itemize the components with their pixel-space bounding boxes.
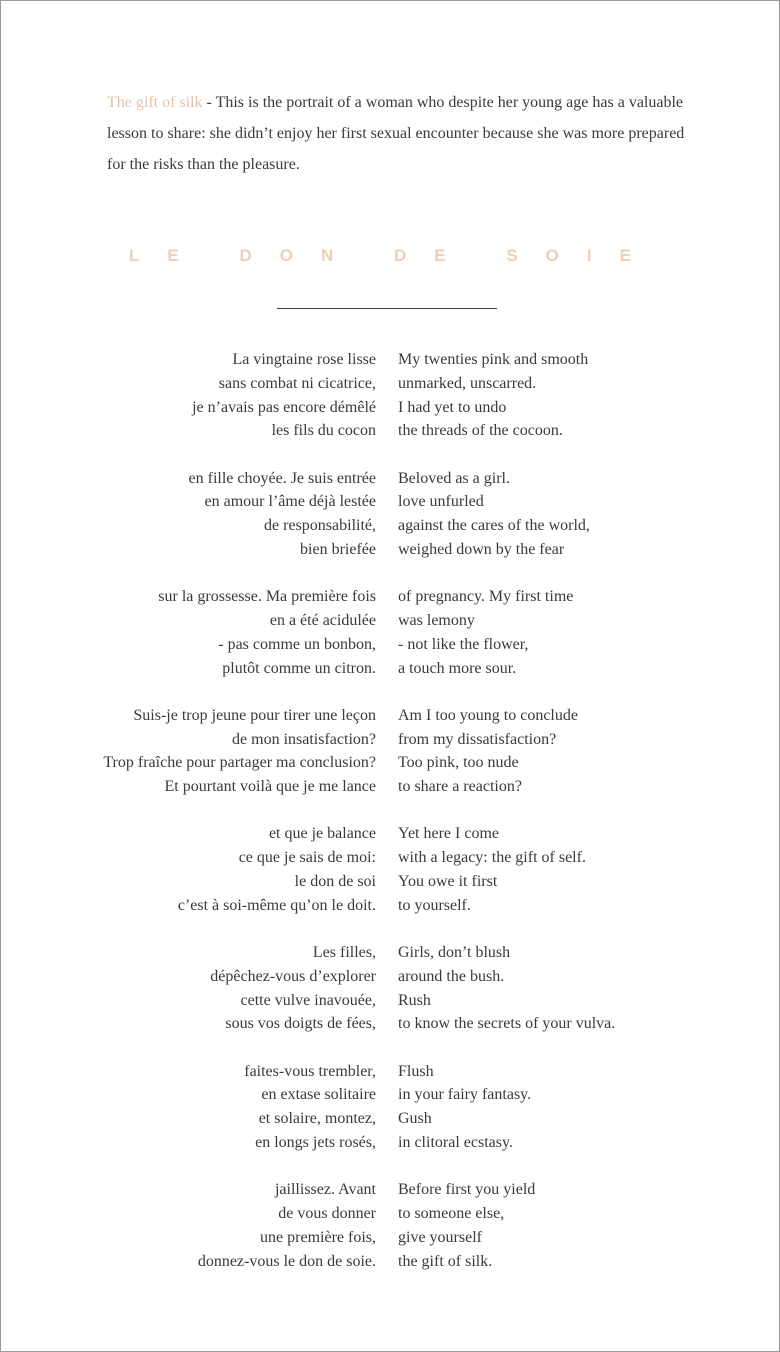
stanza-8	[1, 1178, 779, 1273]
french-line: sans combat ni cicatrice,	[218, 374, 376, 392]
english-line: around the bush.	[398, 967, 505, 985]
english-line: unmarked, unscarred.	[398, 374, 537, 392]
intro-title: The gift of silk	[107, 94, 203, 111]
french-line: donnez-vous le don de soie.	[197, 1252, 376, 1270]
english-line: Rush	[398, 991, 431, 1009]
french-line: c’est à soi-même qu’on le doit.	[177, 896, 376, 914]
poem-title: LE DON DE SOIE	[129, 246, 659, 265]
intro-text: - This is the portrait of a woman who despite her young age has a valuable lesson to share: she didn’t enjoy her first sexual encounter because she was more prepared for the risks than the pleasure.	[107, 94, 685, 173]
french-line: - pas comme un bonbon,	[218, 635, 376, 653]
french-column	[1, 822, 376, 917]
french-line: de vous donner	[278, 1204, 376, 1222]
french-line: Et pourtant voilà que je me lance	[164, 778, 376, 796]
english-line: against the cares of the world,	[398, 517, 590, 535]
stanza-1	[1, 348, 779, 443]
stanza-5	[1, 822, 779, 917]
french-column	[1, 1178, 376, 1273]
english-line: My twenties pink and smooth	[398, 351, 589, 368]
french-line: sur la grossesse. Ma première fois	[158, 588, 376, 606]
english-column	[398, 585, 573, 680]
english-line: Flush	[398, 1062, 434, 1080]
english-column	[398, 941, 615, 1036]
english-line: I had yet to undo	[398, 398, 507, 416]
french-line: en amour l’âme déjà lestée	[204, 493, 376, 511]
english-line: to know the secrets of your vulva.	[398, 1015, 616, 1033]
french-line: Trop fraîche pour partager ma conclusion?	[103, 754, 376, 772]
french-line: La vingtaine rose lisse	[232, 351, 376, 368]
stanza-2	[1, 467, 779, 562]
french-line: bien briefée	[300, 540, 376, 558]
english-line: from my dissatisfaction?	[398, 730, 557, 748]
french-line: et que je balance	[268, 825, 376, 843]
english-line: a touch more sour.	[398, 659, 517, 677]
english-column	[398, 467, 590, 562]
french-line: en longs jets rosés,	[255, 1133, 376, 1151]
french-line: sous vos doigts de fées,	[225, 1015, 376, 1033]
english-line: You owe it first	[398, 872, 498, 890]
french-line: de responsabilité,	[264, 517, 376, 535]
english-line: weighed down by the fear	[398, 540, 565, 558]
french-line: dépêchez-vous d’explorer	[210, 967, 376, 985]
english-column	[398, 1060, 531, 1155]
french-column	[1, 941, 376, 1036]
english-column	[398, 1178, 535, 1273]
french-column	[1, 348, 376, 443]
french-column	[1, 704, 376, 799]
title-divider	[277, 308, 497, 309]
english-line: Before first you yield	[398, 1181, 536, 1199]
french-line: en a été acidulée	[269, 611, 376, 629]
english-column	[398, 704, 578, 799]
english-line: love unfurled	[398, 493, 484, 511]
english-column	[398, 348, 588, 443]
french-column	[1, 585, 376, 680]
english-line: was lemony	[398, 611, 475, 629]
french-line: plutôt comme un citron.	[222, 659, 376, 677]
french-column	[1, 467, 376, 562]
french-line: les fils du cocon	[271, 422, 376, 440]
french-line: faites-vous trembler,	[244, 1062, 376, 1080]
english-line: to someone else,	[398, 1204, 505, 1222]
english-line: Beloved as a girl.	[398, 469, 510, 487]
english-line: with a legacy: the gift of self.	[398, 849, 586, 867]
stanza-6	[1, 941, 779, 1036]
french-line: une première fois,	[260, 1228, 376, 1246]
french-line: Les filles,	[312, 943, 376, 961]
english-line: the threads of the cocoon.	[398, 422, 563, 440]
french-line: en fille choyée. Je suis entrée	[188, 469, 376, 487]
french-line: jaillissez. Avant	[274, 1181, 376, 1199]
english-line: Am I too young to conclude	[398, 706, 578, 724]
english-line: in clitoral ecstasy.	[398, 1133, 513, 1151]
english-line: to yourself.	[398, 896, 471, 914]
english-line: give yourself	[398, 1228, 482, 1246]
english-line: in your fairy fantasy.	[398, 1086, 532, 1104]
english-column	[398, 822, 586, 917]
french-line: cette vulve inavouée,	[240, 991, 376, 1009]
stanza-4	[1, 704, 779, 799]
stanza-3	[1, 585, 779, 680]
english-line: to share a reaction?	[398, 778, 522, 796]
french-line: ce que je sais de moi:	[238, 849, 376, 867]
french-line: je n’avais pas encore démêlé	[192, 398, 376, 416]
french-line: Suis-je trop jeune pour tirer une leçon	[133, 706, 376, 724]
french-line: et solaire, montez,	[258, 1110, 376, 1128]
intro-paragraph	[107, 87, 697, 180]
english-line: the gift of silk.	[398, 1252, 493, 1270]
english-line: Girls, don’t blush	[398, 943, 511, 961]
french-line: en extase solitaire	[261, 1086, 376, 1104]
english-line: - not like the flower,	[398, 635, 529, 653]
french-column	[1, 1060, 376, 1155]
french-line: le don de soi	[294, 872, 376, 890]
english-line: of pregnancy. My first time	[398, 588, 574, 606]
english-line: Gush	[398, 1110, 432, 1128]
english-line: Yet here I come	[398, 825, 500, 843]
english-line: Too pink, too nude	[398, 754, 519, 772]
french-line: de mon insatisfaction?	[232, 730, 376, 748]
poem-body	[1, 348, 779, 1297]
stanza-7	[1, 1060, 779, 1155]
